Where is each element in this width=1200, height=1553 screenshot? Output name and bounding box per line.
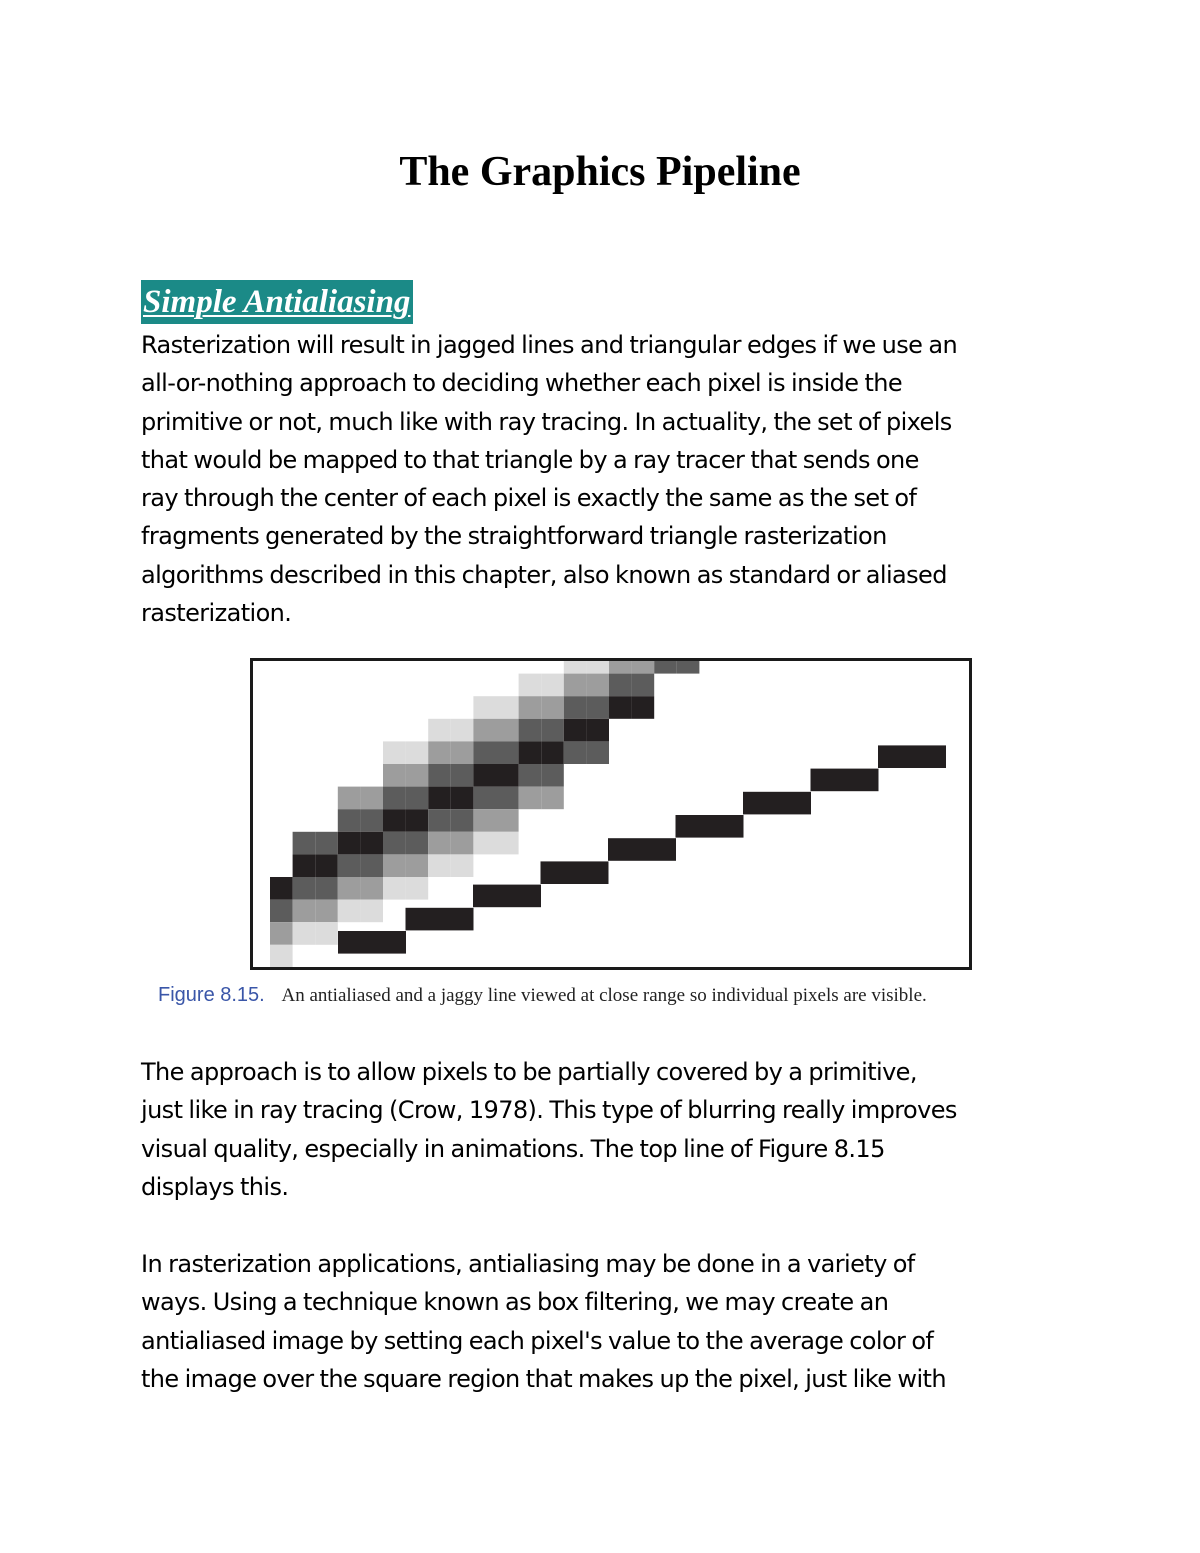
aa-pixel — [293, 877, 316, 900]
aa-pixel — [428, 719, 451, 742]
aa-pixel — [428, 854, 451, 877]
paragraph-line: algorithms described in this chapter, also known as standard or aliased — [141, 560, 947, 589]
aa-pixel — [428, 741, 451, 764]
aa-pixel — [270, 877, 293, 900]
paragraph-line: fragments generated by the straightforward triangle rasterization — [141, 522, 887, 551]
aa-pixel — [564, 661, 587, 674]
aa-pixel — [338, 832, 361, 855]
aa-pixel — [451, 764, 474, 787]
aa-pixel — [451, 854, 474, 877]
aa-pixel — [496, 741, 519, 764]
paragraph-line: ways. Using a technique known as box filtering, we may create an — [141, 1288, 889, 1317]
paragraph-line: primitive or not, much like with ray tracing. In actuality, the set of pixels — [141, 407, 952, 436]
paragraph-line: the image over the square region that makes up the pixel, just like with — [141, 1364, 946, 1393]
aa-pixel — [473, 719, 496, 742]
aa-pixel — [315, 832, 338, 855]
aa-pixel — [586, 661, 609, 674]
paragraph-line: antialiased image by setting each pixel's value to the average color of — [141, 1326, 934, 1355]
aa-pixel — [315, 900, 338, 923]
aa-pixel — [383, 809, 406, 832]
paragraph-line: In rasterization applications, antialiasing may be done in a variety of — [141, 1250, 915, 1278]
aa-pixel — [519, 719, 542, 742]
aa-pixel — [428, 787, 451, 810]
aa-pixel — [451, 741, 474, 764]
aa-pixel — [406, 854, 429, 877]
paragraph-line: all-or-nothing approach to deciding whether each pixel is inside the — [141, 369, 903, 398]
aa-pixel — [315, 854, 338, 877]
document-title: The Graphics Pipeline — [399, 149, 801, 195]
aa-pixel — [541, 741, 564, 764]
aa-pixel — [315, 922, 338, 945]
aa-pixel — [406, 877, 429, 900]
aa-pixel — [473, 809, 496, 832]
aa-pixel — [451, 719, 474, 742]
figure-caption-label: Figure 8.15. — [158, 984, 265, 1006]
jaggy-pixel-block — [743, 792, 811, 815]
aa-pixel — [406, 832, 429, 855]
aa-pixel — [451, 787, 474, 810]
paragraph-line: displays this. — [141, 1172, 289, 1201]
aa-pixel — [270, 900, 293, 923]
aa-pixel — [473, 696, 496, 719]
figure-caption — [158, 982, 927, 1009]
aa-pixel — [564, 674, 587, 697]
paragraph-line: visual quality, especially in animations. The top line of Figure 8.15 — [141, 1134, 885, 1163]
jaggy-pixel-block — [676, 815, 744, 838]
aa-pixel — [564, 719, 587, 742]
paragraph-line: The approach is to allow pixels to be partially covered by a primitive, — [141, 1058, 917, 1086]
aa-pixel — [519, 787, 542, 810]
aa-pixel — [609, 696, 632, 719]
aa-pixel — [383, 854, 406, 877]
aa-pixel — [360, 877, 383, 900]
aa-pixel — [360, 854, 383, 877]
aa-pixel — [654, 661, 677, 674]
aa-pixel — [428, 764, 451, 787]
aa-pixel — [541, 696, 564, 719]
aa-pixel — [383, 741, 406, 764]
paragraph-3 — [141, 1245, 1071, 1398]
paragraph-1 — [141, 326, 1071, 632]
aa-pixel — [293, 922, 316, 945]
paragraph-line: just like in ray tracing (Crow, 1978). This type of blurring really improves — [141, 1096, 957, 1125]
aa-pixel — [360, 900, 383, 923]
paragraph-line: that would be mapped to that triangle by a ray tracer that sends one — [141, 445, 919, 474]
aa-pixel — [496, 809, 519, 832]
aa-pixel — [338, 854, 361, 877]
aa-pixel — [473, 787, 496, 810]
aa-pixel — [428, 809, 451, 832]
paragraph-line: rasterization. — [141, 599, 292, 628]
aa-pixel — [406, 787, 429, 810]
aa-pixel — [473, 741, 496, 764]
figure-8-15 — [250, 658, 972, 970]
section-heading: Simple Antialiasing — [141, 280, 413, 324]
aa-pixel — [383, 877, 406, 900]
aa-pixel — [564, 741, 587, 764]
aa-pixel — [586, 696, 609, 719]
aa-pixel — [406, 764, 429, 787]
aa-pixel — [406, 741, 429, 764]
aa-pixel — [519, 764, 542, 787]
antialiased-line — [270, 661, 790, 967]
aa-pixel — [496, 764, 519, 787]
aa-pixel — [496, 696, 519, 719]
aa-pixel — [496, 832, 519, 855]
aa-pixel — [293, 854, 316, 877]
aa-pixel — [586, 674, 609, 697]
jaggy-pixel-block — [811, 769, 879, 792]
aa-pixel — [519, 696, 542, 719]
pixel-lines-illustration — [253, 661, 969, 967]
aa-pixel — [541, 787, 564, 810]
jaggy-pixel-block — [878, 745, 946, 768]
aa-pixel — [609, 661, 632, 674]
jaggy-pixel-block — [608, 838, 676, 861]
aa-pixel — [383, 832, 406, 855]
aa-pixel — [338, 877, 361, 900]
figure-caption-text: An antialiased and a jaggy line viewed at close range so individual pixels are visible. — [281, 985, 927, 1006]
aa-pixel — [564, 696, 587, 719]
aa-pixel — [360, 809, 383, 832]
aa-pixel — [541, 719, 564, 742]
aa-pixel — [451, 809, 474, 832]
aa-pixel — [293, 900, 316, 923]
paragraph-line: Rasterization will result in jagged lines and triangular edges if we use an — [141, 331, 958, 359]
aa-pixel — [632, 661, 655, 674]
aa-pixel — [451, 832, 474, 855]
aa-pixel — [496, 719, 519, 742]
aa-pixel — [270, 945, 293, 967]
aa-pixel — [632, 696, 655, 719]
aa-pixel — [677, 661, 700, 674]
aa-pixel — [383, 764, 406, 787]
jaggy-pixel-block — [338, 931, 406, 954]
aa-pixel — [338, 900, 361, 923]
aa-pixel — [338, 809, 361, 832]
aa-pixel — [338, 787, 361, 810]
aa-pixel — [383, 787, 406, 810]
aa-pixel — [609, 674, 632, 697]
jaggy-pixel-block — [473, 885, 541, 908]
paragraph-2 — [141, 1053, 1071, 1206]
aa-pixel — [428, 832, 451, 855]
aa-pixel — [270, 922, 293, 945]
aa-pixel — [473, 764, 496, 787]
aa-pixel — [519, 674, 542, 697]
aa-pixel — [586, 719, 609, 742]
aa-pixel — [360, 787, 383, 810]
aa-pixel — [406, 809, 429, 832]
paragraph-line: ray through the center of each pixel is exactly the same as the set of — [141, 484, 917, 513]
jaggy-pixel-block — [541, 861, 609, 884]
jaggy-pixel-block — [406, 908, 474, 931]
aa-pixel — [496, 787, 519, 810]
aa-pixel — [541, 674, 564, 697]
aa-pixel — [293, 832, 316, 855]
aa-pixel — [315, 877, 338, 900]
aa-pixel — [541, 764, 564, 787]
aa-pixel — [473, 832, 496, 855]
aa-pixel — [586, 741, 609, 764]
aa-pixel — [360, 832, 383, 855]
aa-pixel — [519, 741, 542, 764]
aa-pixel — [632, 674, 655, 697]
